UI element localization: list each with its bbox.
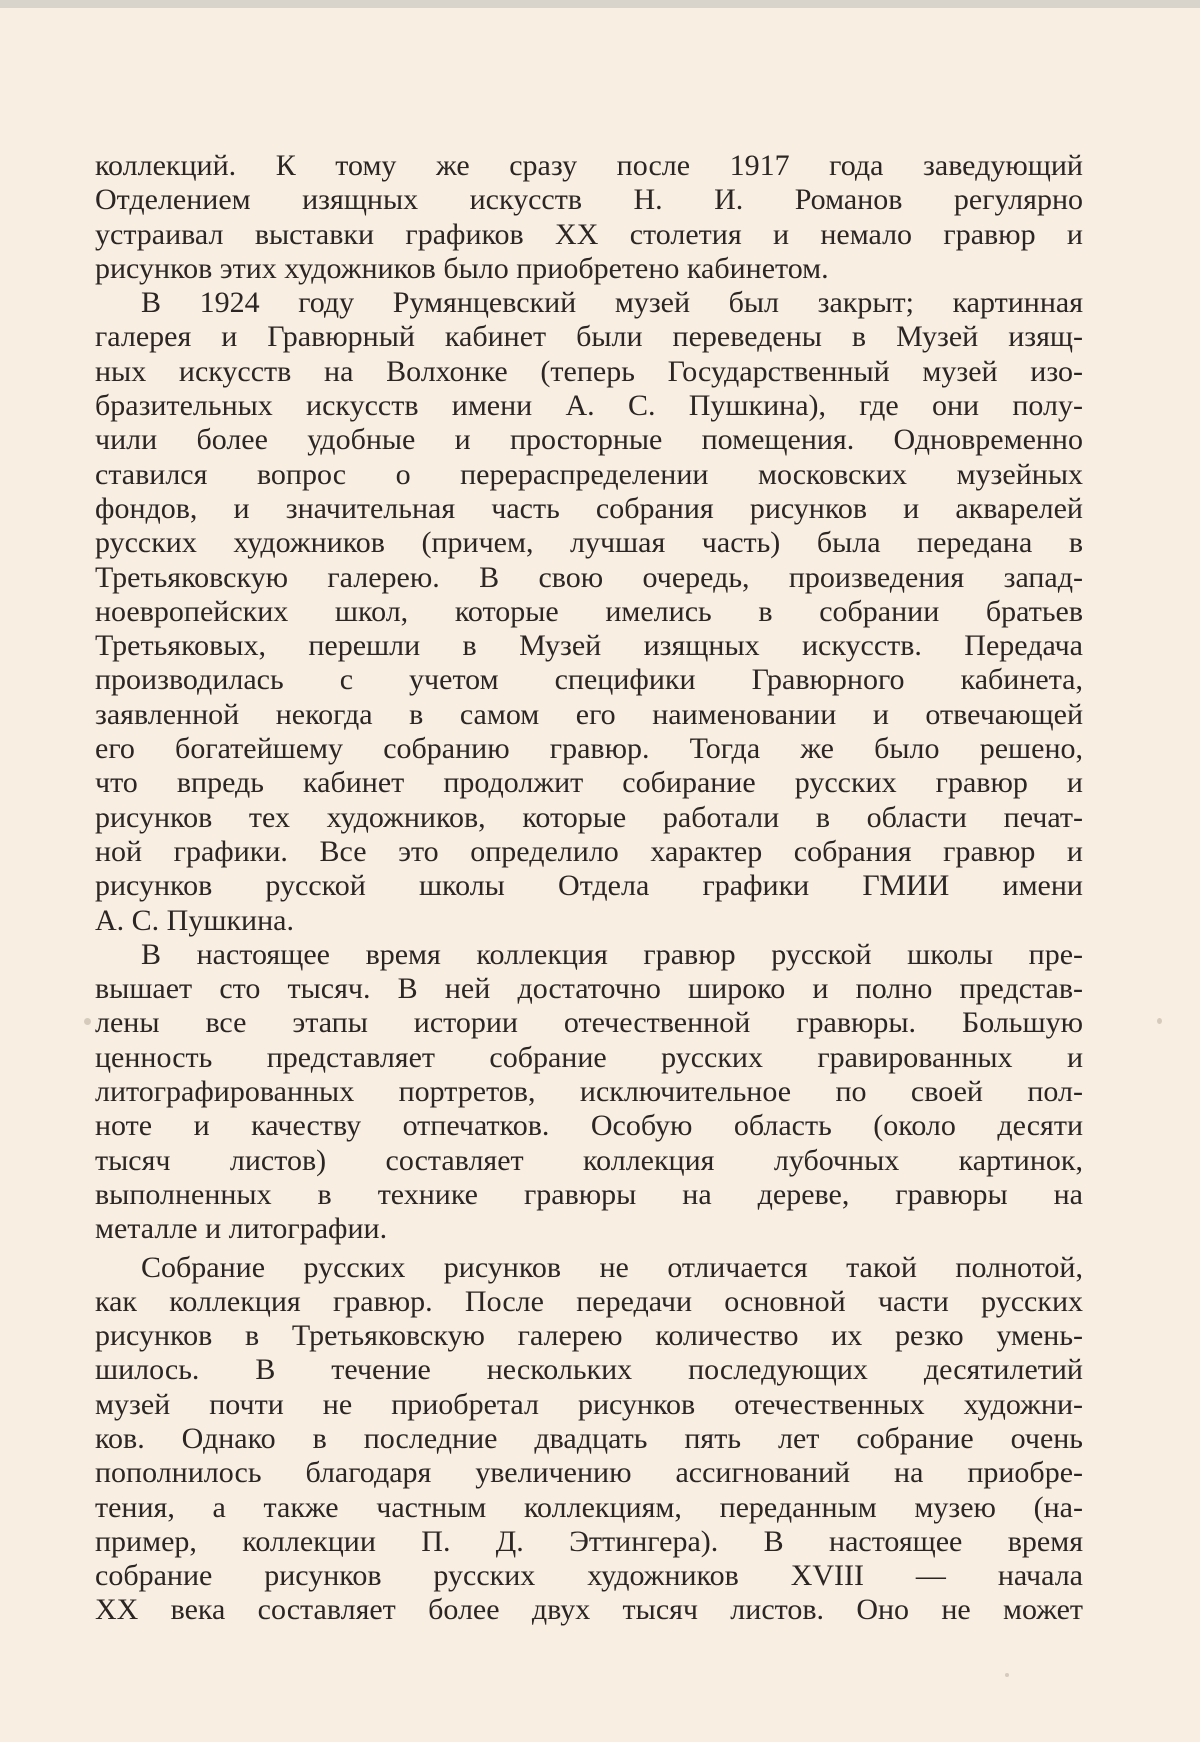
text-line: собрание рисунков русских художников XVIII — начала — [95, 1559, 1083, 1593]
text-line: бразительных искусств имени А. С. Пушкина), где они полу- — [95, 389, 1083, 423]
paper-speck — [1157, 1018, 1162, 1024]
text-line: заявленной некогда в самом его наименовании и отвечающей — [95, 697, 1083, 731]
text-line: что впредь кабинет продолжит собирание русских гравюр и — [95, 766, 1083, 800]
text-line: Третьяковскую галерею. В свою очередь, произведения запад- — [95, 560, 1083, 594]
paragraph — [95, 1251, 1083, 1628]
text-line: Отделением изящных искусств Н. И. Романов регулярно — [95, 183, 1083, 217]
text-line: рисунков в Третьяковскую галерею количество их резко умень- — [95, 1319, 1083, 1353]
text-line: ных искусств на Волхонке (теперь Государственный музей изо- — [95, 354, 1083, 388]
text-line: ценность представляет собрание русских гравированных и — [95, 1040, 1083, 1074]
text-line: ставился вопрос о перераспределении московских музейных — [95, 457, 1083, 491]
text-line: Третьяковых, перешли в Музей изящных искусств. Передача — [95, 629, 1083, 663]
text-line: В настоящее время коллекция гравюр русской школы пре- — [141, 937, 1083, 971]
paragraph — [95, 286, 1083, 938]
body-text — [95, 149, 1083, 1628]
text-line: рисунков тех художников, которые работали в области печат- — [95, 800, 1083, 834]
text-line: русских художников (причем, лучшая часть) была передана в — [95, 526, 1083, 560]
text-line: металле и литографии. — [95, 1212, 388, 1246]
text-line: тения, а также частным коллекциям, переданным музею (на- — [95, 1490, 1083, 1524]
text-line: производилась с учетом специфики Гравюрного кабинета, — [95, 663, 1083, 697]
paragraph — [95, 149, 1083, 286]
text-line: устраивал выставки графиков XX столетия и немало гравюр и — [95, 217, 1083, 251]
paper-speck — [1005, 1673, 1009, 1677]
text-line: чили более удобные и просторные помещения. Одновременно — [95, 423, 1083, 457]
text-line: литографированных портретов, исключительное по своей пол- — [95, 1075, 1083, 1109]
paragraph — [95, 938, 1083, 1247]
text-line: пополнилось благодаря увеличению ассигнований на приобре- — [95, 1456, 1083, 1490]
text-line: шилось. В течение нескольких последующих десятилетий — [95, 1353, 1083, 1387]
text-line: XX века составляет более двух тысяч листов. Оно не может — [95, 1593, 1083, 1627]
text-line: ной графики. Все это определило характер собрания гравюр и — [95, 834, 1083, 868]
text-line: пример, коллекции П. Д. Эттингера). В настоящее время — [95, 1524, 1083, 1558]
text-line: коллекций. К тому же сразу после 1917 года заведующий — [95, 149, 1083, 182]
text-line: ноте и качеству отпечатков. Особую область (около десяти — [95, 1109, 1083, 1143]
text-line: лены все этапы истории отечественной гравюры. Большую — [95, 1006, 1083, 1040]
text-line: тысяч листов) составляет коллекция лубочных картинок, — [95, 1143, 1083, 1177]
text-line: выполненных в технике гравюры на дереве, гравюры на — [95, 1177, 1083, 1211]
text-line: ков. Однако в последние двадцать пять лет собрание очень — [95, 1421, 1083, 1455]
text-line: А. С. Пушкина. — [95, 903, 294, 937]
text-line: ноевропейских школ, которые имелись в собрании братьев — [95, 594, 1083, 628]
text-line: как коллекция гравюр. После передачи основной части русских — [95, 1284, 1083, 1318]
text-line: вышает сто тысяч. В ней достаточно широко и полно представ- — [95, 972, 1083, 1006]
text-line: его богатейшему собранию гравюр. Тогда же было решено, — [95, 732, 1083, 766]
text-line: галерея и Гравюрный кабинет были переведены в Музей изящ- — [95, 320, 1083, 354]
text-line: музей почти не приобретал рисунков отечественных художни- — [95, 1387, 1083, 1421]
text-line: Собрание русских рисунков не отличается такой полнотой, — [141, 1250, 1083, 1284]
paper-speck — [84, 1018, 91, 1025]
text-line: рисунков этих художников было приобретено кабинетом. — [95, 251, 829, 285]
text-line: рисунков русской школы Отдела графики ГМИИ имени — [95, 869, 1083, 903]
text-line: В 1924 году Румянцевский музей был закрыт; картинная — [141, 286, 1083, 320]
text-line: фондов, и значительная часть собрания рисунков и акварелей — [95, 491, 1083, 525]
